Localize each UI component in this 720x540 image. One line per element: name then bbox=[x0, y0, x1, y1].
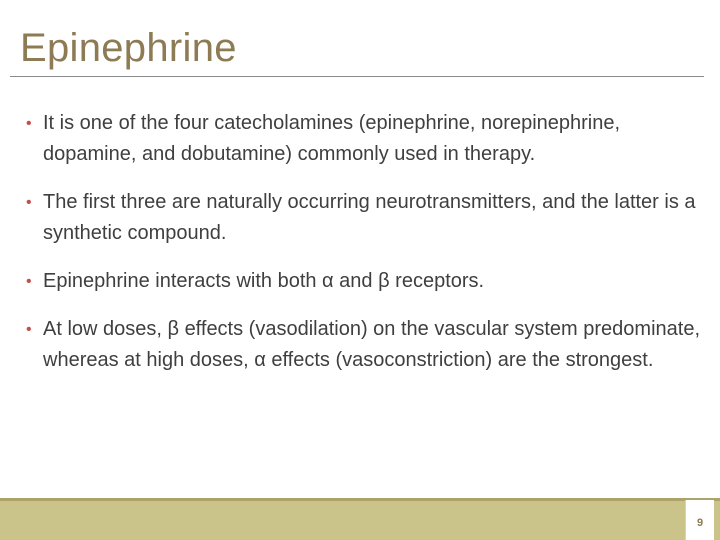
bullet-marker: • bbox=[26, 273, 32, 290]
bullet-marker: • bbox=[26, 194, 32, 211]
footer-bar bbox=[0, 498, 720, 540]
title-divider bbox=[10, 76, 704, 77]
bullet-item bbox=[26, 187, 706, 249]
bullet-marker: • bbox=[26, 115, 32, 132]
bullet-text: It is one of the four catecholamines (epinephrine, norepinephrine, dopamine, and dobutamine) commonly used in therapy. bbox=[43, 112, 621, 165]
bullet-item bbox=[26, 108, 706, 170]
page-number: 9 bbox=[696, 517, 704, 529]
bullet-item bbox=[26, 314, 706, 376]
bullet-text: At low doses, β effects (vasodilation) on the vascular system predominate, whereas at high doses, α effects (vasoconstriction) are the strongest. bbox=[43, 318, 701, 371]
page-number-box bbox=[685, 500, 714, 540]
bullet-item bbox=[26, 266, 706, 297]
bullet-list bbox=[26, 108, 706, 376]
bullet-marker: • bbox=[26, 321, 32, 338]
slide-title: Epinephrine bbox=[20, 26, 237, 70]
bullet-text: Epinephrine interacts with both α and β receptors. bbox=[43, 270, 485, 292]
bullet-text: The first three are naturally occurring neurotransmitters, and the latter is a synthetic compound. bbox=[43, 191, 696, 244]
